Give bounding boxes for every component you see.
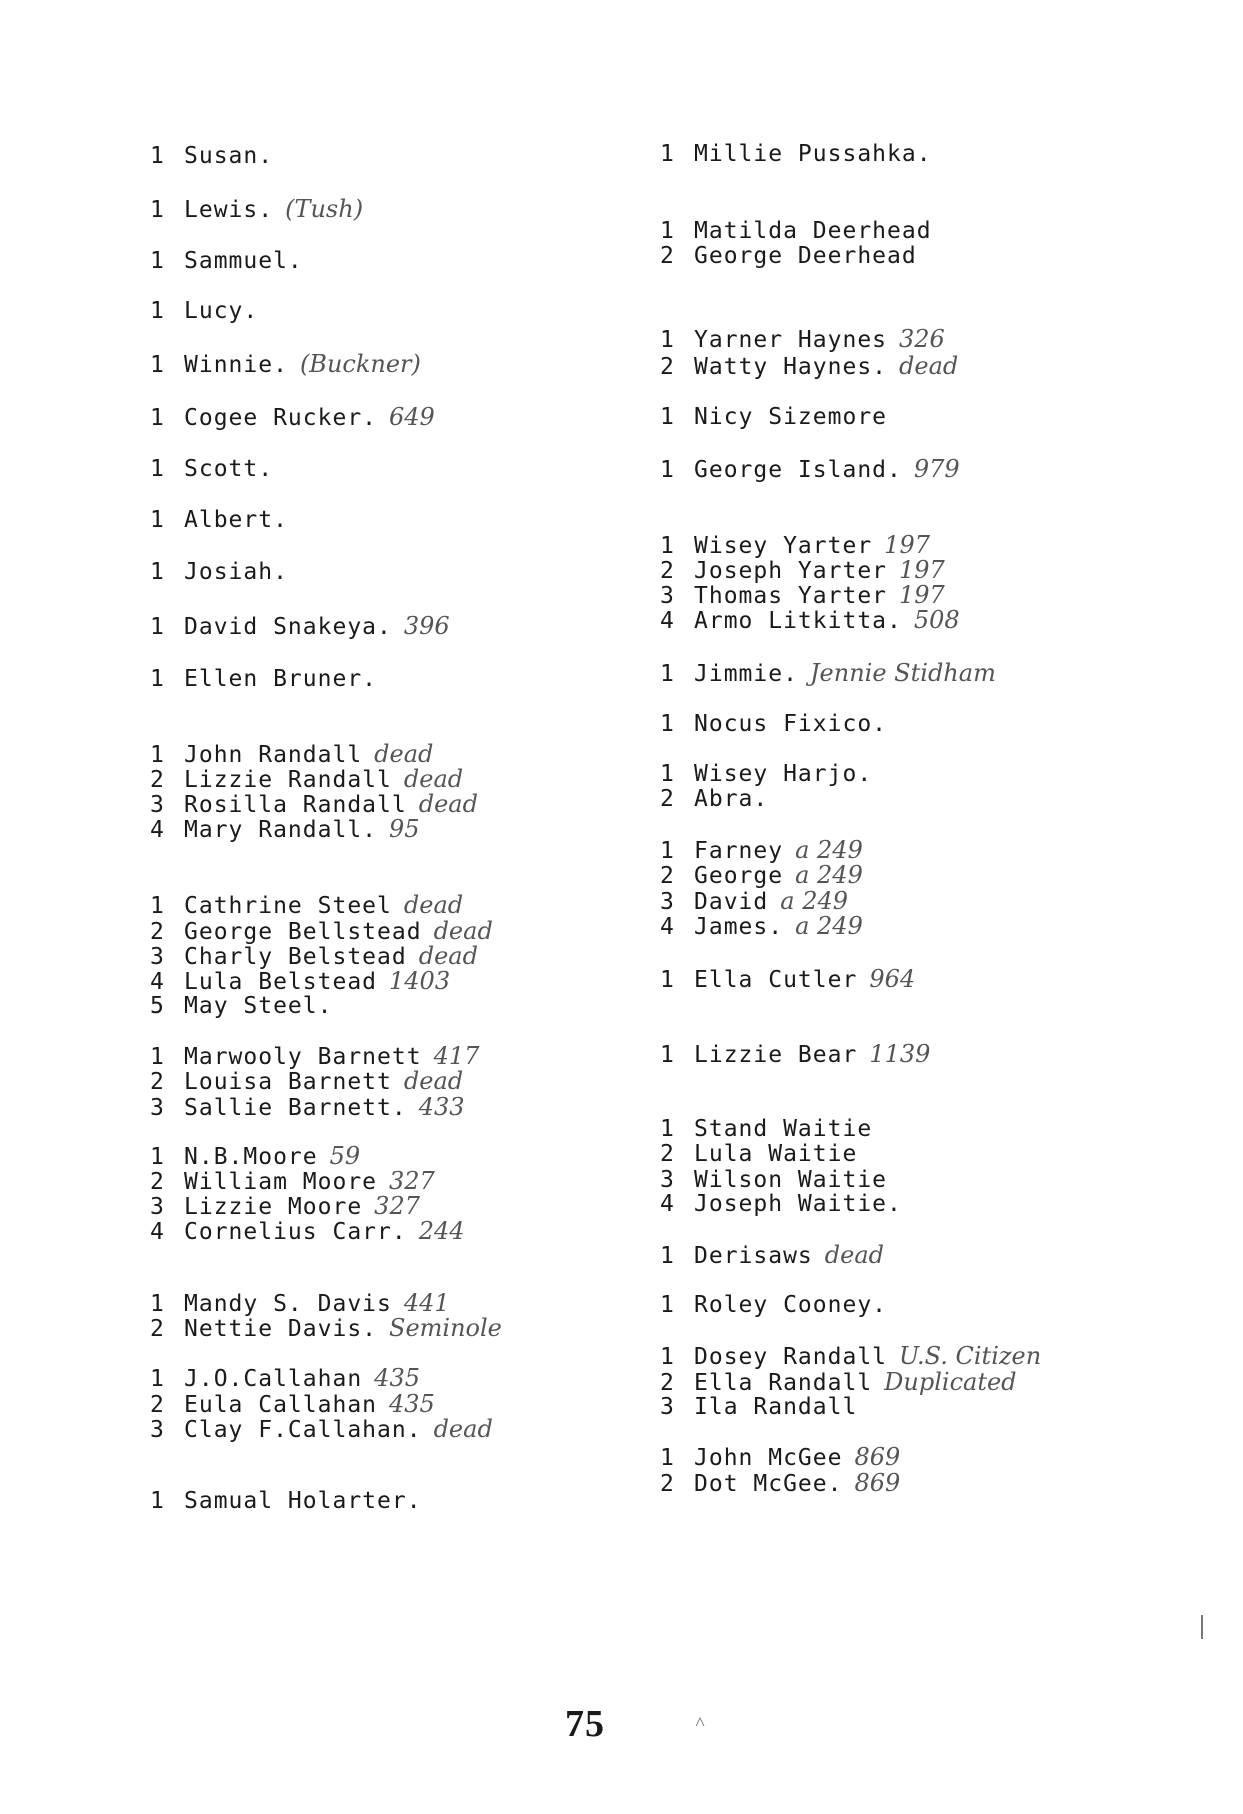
- entry-number: 1: [660, 967, 675, 993]
- entry-number: 4: [150, 969, 165, 995]
- entry-name: Cathrine Steel: [184, 893, 392, 919]
- entry-number: 3: [150, 1194, 165, 1220]
- entry-name: Wisey Harjo.: [694, 761, 873, 787]
- entry-number: 2: [660, 558, 675, 584]
- list-item: [150, 1488, 422, 1514]
- list-item: [150, 1365, 420, 1392]
- handwritten-note: a 249: [795, 861, 863, 889]
- entry-name: Jimmie.: [694, 661, 798, 687]
- entry-name: Scott.: [184, 456, 274, 482]
- list-item: [660, 532, 930, 559]
- entry-number: 2: [150, 1316, 165, 1342]
- entry-number: 1: [660, 1445, 675, 1471]
- list-item: [660, 761, 872, 787]
- handwritten-note: 197: [899, 556, 945, 584]
- list-item: [660, 1242, 884, 1269]
- list-item: [660, 660, 996, 687]
- handwritten-note: 327: [374, 1192, 420, 1220]
- entry-name: George Bellstead: [184, 919, 422, 945]
- entry-name: Mary Randall.: [184, 817, 378, 843]
- entry-number: 2: [660, 1370, 675, 1396]
- list-item: [660, 1369, 1017, 1396]
- list-item: [660, 1444, 900, 1471]
- entry-name: Louisa Barnett: [184, 1069, 392, 1095]
- list-item: [150, 741, 433, 768]
- list-item: [660, 966, 915, 993]
- entry-name: Lizzie Randall: [184, 767, 392, 793]
- list-item: [150, 298, 258, 324]
- entry-number: 1: [150, 248, 165, 274]
- entry-number: 3: [150, 1095, 165, 1121]
- handwritten-note: dead: [899, 352, 959, 380]
- handwritten-note: dead: [403, 765, 464, 793]
- entry-name: May Steel.: [184, 993, 333, 1019]
- entry-number: 3: [660, 889, 675, 915]
- entry-name: Rosilla Randall: [184, 792, 407, 818]
- handwritten-note: dead: [403, 1067, 464, 1095]
- handwritten-note: 435: [389, 1390, 435, 1418]
- list-item: [660, 1394, 857, 1420]
- entry-name: Mandy S. Davis: [184, 1291, 392, 1317]
- entry-name: Nettie Davis.: [184, 1316, 378, 1342]
- list-item: [660, 557, 945, 584]
- list-item: [150, 1094, 465, 1121]
- entry-number: 2: [660, 786, 675, 812]
- list-item: [660, 1470, 900, 1497]
- entry-name: Nicy Sizemore: [694, 404, 888, 430]
- list-item: [150, 993, 332, 1019]
- entry-name: Ella Randall: [694, 1370, 873, 1396]
- entry-name: Charly Belstead: [184, 944, 407, 970]
- entry-number: 3: [660, 1394, 675, 1420]
- entry-number: 1: [150, 742, 165, 768]
- entry-number: 4: [150, 817, 165, 843]
- entry-name: Roley Cooney.: [694, 1292, 888, 1318]
- entry-name: Albert.: [184, 507, 288, 533]
- entry-number: 1: [660, 141, 675, 167]
- entry-number: 1: [150, 1291, 165, 1317]
- entry-number: 1: [660, 533, 675, 559]
- entry-name: John McGee: [694, 1445, 843, 1471]
- entry-number: 1: [150, 559, 165, 585]
- list-item: [150, 1218, 465, 1245]
- entry-number: 2: [150, 767, 165, 793]
- handwritten-note: 869: [854, 1443, 901, 1471]
- list-item: [660, 1167, 887, 1193]
- entry-number: 1: [660, 1243, 675, 1269]
- entry-name: George: [694, 863, 784, 889]
- handwritten-note: 441: [403, 1289, 450, 1317]
- entry-name: William Moore: [184, 1169, 378, 1195]
- list-item: [660, 1116, 872, 1142]
- entry-name: James.: [694, 914, 784, 940]
- entry-number: 4: [660, 1191, 675, 1217]
- handwritten-note: a 249: [780, 887, 848, 915]
- entry-number: 2: [660, 1471, 675, 1497]
- list-item: [150, 1068, 463, 1095]
- list-item: [150, 968, 450, 995]
- entry-name: Sallie Barnett.: [184, 1095, 407, 1121]
- entry-name: David Snakeya.: [184, 614, 392, 640]
- entry-number: 1: [150, 1044, 165, 1070]
- entry-name: David: [694, 889, 769, 915]
- entry-number: 3: [660, 1167, 675, 1193]
- entry-number: 4: [660, 608, 675, 634]
- list-item: [150, 507, 288, 533]
- entry-number: 1: [150, 614, 165, 640]
- handwritten-note: dead: [433, 917, 493, 945]
- entry-name: Lizzie Moore: [184, 1194, 363, 1220]
- list-item: [150, 1416, 493, 1443]
- entry-name: Millie Pussahka.: [694, 141, 932, 167]
- list-item: [150, 456, 273, 482]
- entry-name: Watty Haynes.: [694, 354, 888, 380]
- entry-name: Nocus Fixico.: [694, 711, 888, 737]
- entry-number: 3: [660, 583, 675, 609]
- list-item: [660, 1191, 902, 1217]
- entry-name: Thomas Yarter: [694, 583, 888, 609]
- handwritten-note: dead: [433, 1415, 493, 1443]
- handwritten-note: 964: [869, 965, 916, 993]
- entry-name: Joseph Yarter: [694, 558, 888, 584]
- list-item: [150, 892, 463, 919]
- entry-number: 1: [150, 197, 165, 223]
- entry-name: Eula Callahan: [184, 1392, 378, 1418]
- entry-number: 1: [660, 761, 675, 787]
- entry-name: Ella Cutler: [694, 967, 858, 993]
- entry-name: Marwooly Barnett: [184, 1044, 422, 1070]
- entry-number: 2: [150, 1169, 165, 1195]
- entry-name: Abra.: [694, 786, 769, 812]
- handwritten-note: 649: [389, 403, 435, 431]
- entry-name: Wilson Waitie: [694, 1167, 888, 1193]
- entry-name: Clay F.Callahan.: [184, 1417, 422, 1443]
- list-item: [660, 837, 863, 864]
- list-item: [660, 404, 887, 430]
- entry-name: John Randall: [184, 742, 363, 768]
- handwritten-note: 244: [418, 1217, 465, 1245]
- list-item: [660, 711, 887, 737]
- entry-number: 2: [150, 1069, 165, 1095]
- entry-name: Samual Holarter.: [184, 1488, 422, 1514]
- entry-name: Susan.: [184, 143, 274, 169]
- entry-name: Lula Waitie: [694, 1141, 858, 1167]
- entry-number: 1: [150, 298, 165, 324]
- list-item: [660, 326, 945, 353]
- handwritten-note: dead: [418, 942, 478, 970]
- list-item: [660, 243, 917, 269]
- handwritten-note: dead: [374, 740, 434, 768]
- entry-name: Ila Randall: [694, 1394, 858, 1420]
- entry-number: 1: [150, 666, 165, 692]
- handwritten-note: 869: [854, 1469, 901, 1497]
- list-item: [660, 141, 932, 167]
- list-item: [150, 351, 421, 378]
- handwritten-note: 433: [418, 1093, 465, 1121]
- handwritten-note: U.S. Citizen: [899, 1342, 1042, 1370]
- entry-name: Dot McGee.: [694, 1471, 843, 1497]
- entry-name: Yarner Haynes: [694, 327, 888, 353]
- entry-number: 1: [660, 404, 675, 430]
- list-item: [660, 607, 960, 634]
- entry-number: 1: [150, 507, 165, 533]
- entry-number: 4: [660, 914, 675, 940]
- entry-number: 1: [150, 143, 165, 169]
- list-item: [660, 353, 958, 380]
- entry-number: 1: [660, 661, 675, 687]
- handwritten-note: 326: [899, 325, 945, 353]
- entry-number: 1: [660, 327, 675, 353]
- list-item: [660, 862, 863, 889]
- entry-number: 1: [150, 1144, 165, 1170]
- entry-number: 3: [150, 792, 165, 818]
- list-item: [150, 404, 435, 431]
- entry-name: George Deerhead: [694, 243, 917, 269]
- entry-name: George Island.: [694, 457, 902, 483]
- entry-number: 1: [150, 352, 165, 378]
- entry-number: 4: [150, 1219, 165, 1245]
- entry-name: Josiah.: [184, 559, 288, 585]
- entry-number: 5: [150, 993, 165, 1019]
- list-item: [150, 196, 363, 223]
- entry-number: 2: [150, 1392, 165, 1418]
- list-item: [150, 248, 303, 274]
- handwritten-note: 59: [329, 1142, 361, 1170]
- list-item: [150, 559, 288, 585]
- handwritten-note: Duplicated: [884, 1368, 1017, 1396]
- entry-name: J.O.Callahan: [184, 1366, 363, 1392]
- entry-name: Cogee Rucker.: [184, 405, 378, 431]
- handwritten-note: 95: [389, 815, 420, 843]
- handwritten-note: (Tush): [285, 195, 364, 223]
- entry-number: 3: [150, 944, 165, 970]
- entry-name: N.B.Moore: [184, 1144, 318, 1170]
- list-item: [660, 913, 863, 940]
- entry-number: 1: [660, 1042, 675, 1068]
- entry-number: 1: [150, 456, 165, 482]
- entry-name: Farney: [694, 838, 784, 864]
- entry-number: 1: [660, 1116, 675, 1142]
- list-item: [150, 1193, 420, 1220]
- entry-number: 1: [660, 218, 675, 244]
- list-item: [660, 582, 945, 609]
- handwritten-note: 1403: [389, 967, 451, 995]
- entry-name: Lewis.: [184, 197, 274, 223]
- handwritten-note: dead: [824, 1241, 885, 1269]
- list-item: [660, 456, 960, 483]
- list-item: [150, 1143, 360, 1170]
- handwritten-note: a 249: [795, 836, 863, 864]
- entry-number: 1: [660, 838, 675, 864]
- list-item: [150, 1315, 502, 1342]
- entry-name: Joseph Waitie.: [694, 1191, 902, 1217]
- entry-number: 1: [150, 1488, 165, 1514]
- handwritten-note: 1139: [869, 1040, 931, 1068]
- entry-name: Winnie.: [184, 352, 288, 378]
- list-item: [150, 943, 478, 970]
- list-item: [660, 1041, 930, 1068]
- stray-mark: ˄: [695, 1712, 706, 1732]
- handwritten-note: Jennie Stidham: [809, 659, 996, 687]
- list-item: [150, 1043, 479, 1070]
- margin-mark: [1201, 1615, 1203, 1639]
- list-item: [150, 143, 273, 169]
- handwritten-note: 197: [884, 531, 930, 559]
- entry-number: 1: [660, 1292, 675, 1318]
- entry-name: Stand Waitie: [694, 1116, 873, 1142]
- entry-name: Wisey Yarter: [694, 533, 873, 559]
- entry-name: Lizzie Bear: [694, 1042, 858, 1068]
- list-item: [150, 613, 450, 640]
- entry-name: Ellen Bruner.: [184, 666, 378, 692]
- list-item: [660, 1343, 1041, 1370]
- handwritten-note: 396: [403, 612, 450, 640]
- handwritten-note: 435: [374, 1364, 420, 1392]
- entry-number: 1: [660, 711, 675, 737]
- entry-name: Lula Belstead: [184, 969, 378, 995]
- entry-name: Derisaws: [694, 1243, 813, 1269]
- list-item: [660, 1141, 857, 1167]
- list-item: [660, 1292, 887, 1318]
- entry-number: 2: [660, 354, 675, 380]
- list-item: [660, 786, 768, 812]
- entry-name: Armo Litkitta.: [694, 608, 902, 634]
- entry-number: 2: [660, 1141, 675, 1167]
- list-item: [660, 218, 932, 244]
- entry-number: 1: [150, 1366, 165, 1392]
- entry-number: 1: [660, 457, 675, 483]
- entry-number: 1: [150, 893, 165, 919]
- entry-number: 2: [660, 243, 675, 269]
- handwritten-note: dead: [418, 790, 478, 818]
- list-item: [150, 666, 377, 692]
- entry-number: 1: [150, 405, 165, 431]
- entry-name: Sammuel.: [184, 248, 303, 274]
- handwritten-note: 197: [899, 581, 945, 609]
- handwritten-note: 417: [433, 1042, 480, 1070]
- handwritten-note: 979: [913, 455, 960, 483]
- handwritten-note: dead: [403, 891, 464, 919]
- entry-name: Lucy.: [184, 298, 259, 324]
- list-item: [660, 888, 848, 915]
- list-item: [150, 918, 493, 945]
- handwritten-note: Seminole: [389, 1314, 502, 1342]
- list-item: [150, 1391, 435, 1418]
- list-item: [150, 766, 463, 793]
- page-number: 75: [565, 1703, 605, 1745]
- entry-number: 1: [660, 1344, 675, 1370]
- list-item: [150, 1290, 450, 1317]
- handwritten-note: a 249: [795, 912, 863, 940]
- entry-number: 3: [150, 1417, 165, 1443]
- handwritten-note: 508: [913, 606, 960, 634]
- list-item: [150, 791, 478, 818]
- entry-number: 2: [150, 919, 165, 945]
- entry-name: Dosey Randall: [694, 1344, 888, 1370]
- list-item: [150, 1168, 435, 1195]
- handwritten-note: 327: [389, 1167, 435, 1195]
- entry-name: Matilda Deerhead: [694, 218, 932, 244]
- entry-number: 2: [660, 863, 675, 889]
- entry-name: Cornelius Carr.: [184, 1219, 407, 1245]
- list-item: [150, 816, 420, 843]
- handwritten-note: (Buckner): [299, 350, 421, 378]
